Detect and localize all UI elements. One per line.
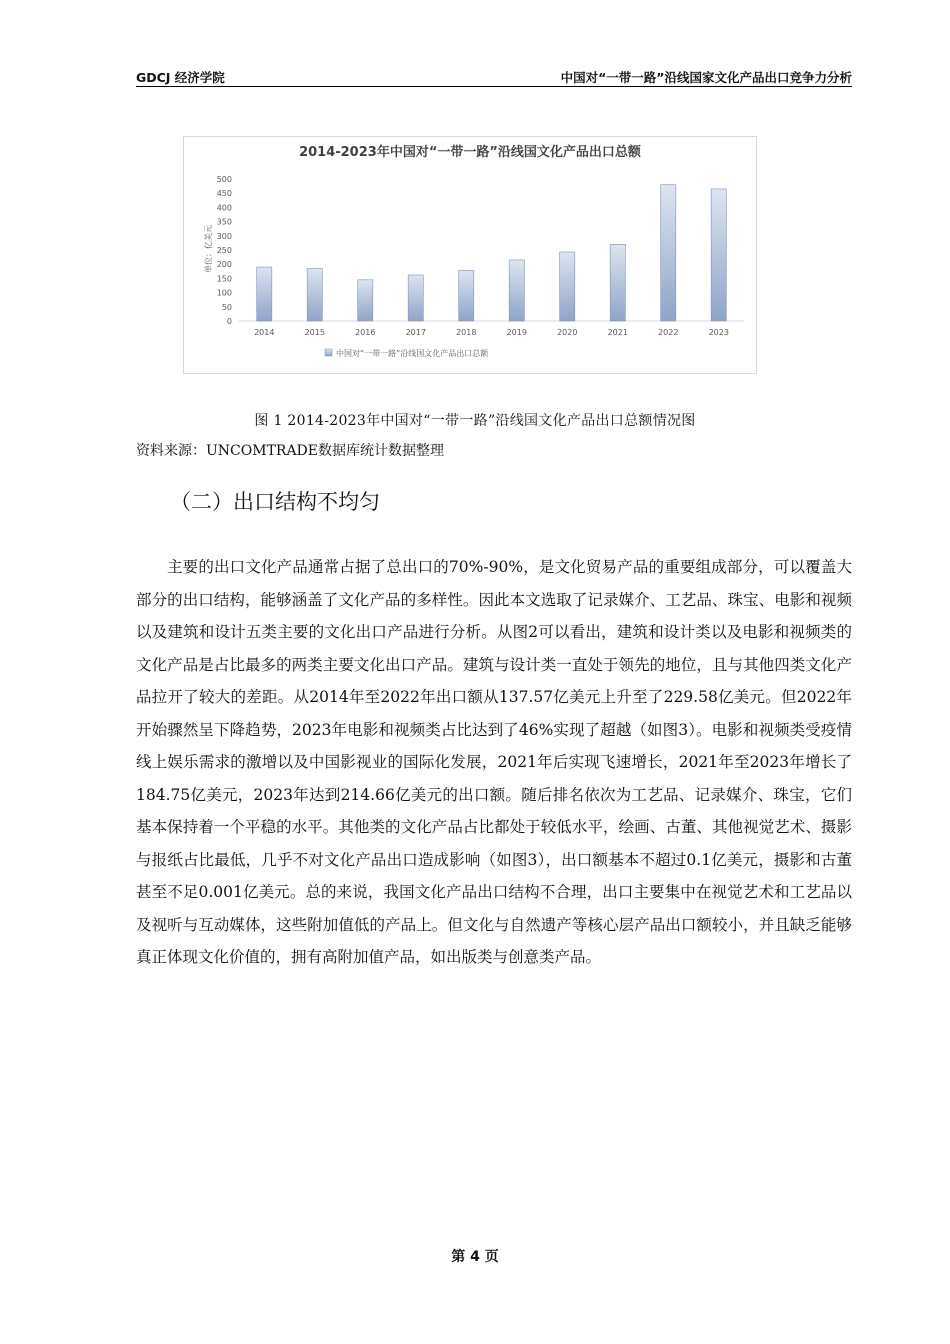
- bar-2023: [711, 189, 726, 321]
- y-tick-label: 300: [216, 231, 232, 241]
- x-tick-label: 2015: [304, 328, 325, 337]
- y-tick-label: 350: [216, 217, 232, 227]
- x-tick-label: 2019: [506, 328, 527, 337]
- chart-legend: [325, 348, 489, 358]
- bar-2014: [257, 267, 272, 321]
- body-paragraph: 主要的出口文化产品通常占据了总出口的70%-90%，是文化贸易产品的重要组成部分，可以覆盖大部分的出口结构，能够涵盖了文化产品的多样性。因此本文选取了记录媒介、工艺品、珠宝、电影和视频以及建筑和设计五类主要的文化出口产品进行分析。从图2可以看出，建筑和设计类以及电影和视频类的文化产品是占比最多的两类主要文化出口产品。建筑与设计类一直处于领先的地位，且与其他四类文化产品拉开了较大的差距。从2014年至2022年出口额从137.57亿美元上升至了229.58亿美元。但2022年开始骤然呈下降趋势，2023年电影和视频类占比达到了46%实现了超越（如图3）。电影和视频类受疫情线上娱乐需求的激增以及中国影视业的国际化发展，2021年后实现飞速增长，2021年至2023年增长了184.75亿美元，2023年达到214.66亿美元的出口额。随后排名依次为工艺品、记录媒介、珠宝，它们基本保持着一个平稳的水平。其他类的文化产品占比都处于较低水平，绘画、古董、其他视觉艺术、摄影与报纸占比最低，几乎不对文化产品出口造成影响（如图3），出口额基本不超过0.1亿美元，摄影和古董甚至不足0.001亿美元。总的来说，我国文化产品出口结构不合理，出口主要集中在视觉艺术和工艺品以及视听与互动媒体，这些附加值低的产品上。但文化与自然遗产等核心层产品出口额较小，并且缺乏能够真正体现文化价值的，拥有高附加值产品，如出版类与创意类产品。: [136, 558, 852, 966]
- bar-2018: [459, 270, 474, 321]
- bar-2016: [358, 280, 373, 321]
- bar-2015: [307, 268, 322, 321]
- export-total-chart: [183, 136, 757, 374]
- y-tick-label: 0: [226, 317, 232, 326]
- bar-2019: [509, 260, 524, 321]
- x-tick-label: 2021: [607, 328, 628, 337]
- bar-2020: [560, 252, 575, 321]
- x-tick-label: 2018: [456, 328, 477, 337]
- bar-2017: [408, 275, 423, 321]
- y-tick-label: 500: [216, 175, 232, 184]
- y-tick-label: 250: [216, 246, 232, 255]
- bar-2022: [661, 185, 676, 321]
- page-header: [136, 66, 852, 87]
- y-tick-label: 400: [216, 203, 232, 213]
- x-tick-label: 2016: [355, 328, 376, 337]
- x-tick-label: 2017: [405, 328, 426, 337]
- section-heading: （二）出口结构不均匀: [170, 490, 380, 514]
- y-tick-label: 150: [216, 274, 232, 284]
- chart-svg: [184, 137, 756, 373]
- page-number: 第 4 页: [451, 1249, 499, 1265]
- bar-2021: [610, 244, 625, 321]
- y-tick-label: 100: [216, 288, 232, 298]
- chart-title: 2014-2023年中国对“一带一路”沿线国文化产品出口总额: [299, 145, 641, 160]
- legend-label: 中国对“一带一路”沿线国文化产品出口总额: [336, 349, 489, 358]
- x-tick-label: 2022: [658, 328, 679, 337]
- x-tick-label: 2020: [557, 328, 578, 337]
- y-tick-label: 50: [221, 302, 232, 312]
- header-left-text: GDCJ 经济学院: [136, 70, 225, 85]
- y-tick-label: 200: [216, 260, 232, 270]
- header-right-text: 中国对“一带一路”沿线国家文化产品出口竞争力分析: [560, 70, 852, 85]
- figure-caption: 图 1 2014-2023年中国对“一带一路”沿线国文化产品出口总额情况图: [254, 413, 696, 429]
- x-tick-label: 2014: [254, 328, 275, 337]
- legend-swatch: [325, 349, 332, 356]
- y-tick-label: 450: [216, 189, 232, 199]
- y-axis-label: 单位：亿美元: [204, 225, 213, 273]
- x-tick-label: 2023: [708, 328, 729, 337]
- figure-source: 资料来源：UNCOMTRADE数据库统计数据整理: [136, 443, 445, 459]
